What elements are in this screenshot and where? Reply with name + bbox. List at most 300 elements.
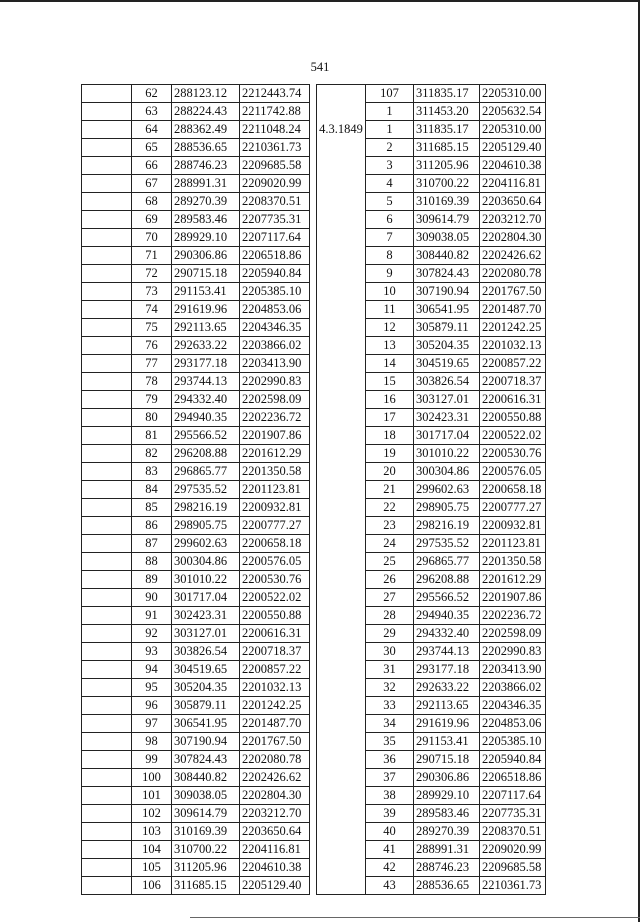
left-point-number: 95 — [132, 679, 172, 697]
table-row — [82, 301, 546, 319]
right-y-coordinate: 2205632.54 — [480, 103, 546, 121]
left-blank-cell — [82, 175, 132, 193]
column-gap — [310, 211, 317, 229]
right-x-coordinate: 305879.11 — [414, 319, 480, 337]
column-gap — [310, 355, 317, 373]
left-y-coordinate: 2200616.31 — [240, 625, 310, 643]
left-y-coordinate: 2201767.50 — [240, 733, 310, 751]
left-point-number: 64 — [132, 121, 172, 139]
column-gap — [310, 247, 317, 265]
right-point-number: 36 — [366, 751, 414, 769]
table-row — [82, 427, 546, 445]
left-blank-cell — [82, 607, 132, 625]
left-blank-cell — [82, 787, 132, 805]
right-date-cell — [317, 553, 366, 571]
right-x-coordinate: 296208.88 — [414, 571, 480, 589]
right-x-coordinate: 298216.19 — [414, 517, 480, 535]
left-y-coordinate: 2200932.81 — [240, 499, 310, 517]
right-point-number: 2 — [366, 139, 414, 157]
right-x-coordinate: 311835.17 — [414, 121, 480, 139]
column-gap — [310, 607, 317, 625]
right-y-coordinate: 2200777.27 — [480, 499, 546, 517]
left-x-coordinate: 299602.63 — [172, 535, 240, 553]
column-gap — [310, 589, 317, 607]
left-y-coordinate: 2202236.72 — [240, 409, 310, 427]
table-row — [82, 607, 546, 625]
left-x-coordinate: 298216.19 — [172, 499, 240, 517]
right-y-coordinate: 2205310.00 — [480, 121, 546, 139]
right-x-coordinate: 300304.86 — [414, 463, 480, 481]
left-y-coordinate: 2206518.86 — [240, 247, 310, 265]
right-y-coordinate: 2201242.25 — [480, 319, 546, 337]
left-point-number: 62 — [132, 85, 172, 103]
left-y-coordinate: 2203212.70 — [240, 805, 310, 823]
right-x-coordinate: 303127.01 — [414, 391, 480, 409]
right-date-cell — [317, 841, 366, 859]
right-y-coordinate: 2205940.84 — [480, 751, 546, 769]
left-point-number: 86 — [132, 517, 172, 535]
left-y-coordinate: 2202804.30 — [240, 787, 310, 805]
column-gap — [310, 427, 317, 445]
left-blank-cell — [82, 769, 132, 787]
right-date-cell — [317, 211, 366, 229]
right-date-cell — [317, 589, 366, 607]
column-gap — [310, 139, 317, 157]
right-point-number: 3 — [366, 157, 414, 175]
right-date-cell — [317, 805, 366, 823]
left-blank-cell — [82, 589, 132, 607]
right-x-coordinate: 307824.43 — [414, 265, 480, 283]
left-blank-cell — [82, 823, 132, 841]
left-blank-cell — [82, 805, 132, 823]
right-point-number: 20 — [366, 463, 414, 481]
right-x-coordinate: 289583.46 — [414, 805, 480, 823]
column-gap — [310, 625, 317, 643]
right-point-number: 11 — [366, 301, 414, 319]
table-row — [82, 373, 546, 391]
right-x-coordinate: 301717.04 — [414, 427, 480, 445]
right-date-cell — [317, 481, 366, 499]
column-gap — [310, 679, 317, 697]
right-point-number: 16 — [366, 391, 414, 409]
left-x-coordinate: 288224.43 — [172, 103, 240, 121]
table-row — [82, 499, 546, 517]
right-y-coordinate: 2207735.31 — [480, 805, 546, 823]
right-x-coordinate: 311835.17 — [414, 85, 480, 103]
left-y-coordinate: 2200576.05 — [240, 553, 310, 571]
table-row — [82, 355, 546, 373]
right-point-number: 34 — [366, 715, 414, 733]
left-blank-cell — [82, 157, 132, 175]
column-gap — [310, 517, 317, 535]
column-gap — [310, 643, 317, 661]
right-date-cell — [317, 571, 366, 589]
left-blank-cell — [82, 319, 132, 337]
right-date-cell — [317, 733, 366, 751]
column-gap — [310, 535, 317, 553]
left-point-number: 77 — [132, 355, 172, 373]
right-point-number: 41 — [366, 841, 414, 859]
left-blank-cell — [82, 229, 132, 247]
right-point-number: 37 — [366, 769, 414, 787]
right-x-coordinate: 288991.31 — [414, 841, 480, 859]
right-date-cell — [317, 877, 366, 895]
right-point-number: 39 — [366, 805, 414, 823]
left-y-coordinate: 2201032.13 — [240, 679, 310, 697]
left-y-coordinate: 2201907.86 — [240, 427, 310, 445]
left-point-number: 89 — [132, 571, 172, 589]
table-row — [82, 841, 546, 859]
table-row — [82, 571, 546, 589]
right-point-number: 1 — [366, 121, 414, 139]
right-y-coordinate: 2205385.10 — [480, 733, 546, 751]
left-blank-cell — [82, 751, 132, 769]
right-y-coordinate: 2203650.64 — [480, 193, 546, 211]
right-date-cell — [317, 517, 366, 535]
right-date-cell — [317, 319, 366, 337]
left-blank-cell — [82, 211, 132, 229]
right-y-coordinate: 2204610.38 — [480, 157, 546, 175]
left-x-coordinate: 294332.40 — [172, 391, 240, 409]
right-point-number: 32 — [366, 679, 414, 697]
left-x-coordinate: 311685.15 — [172, 877, 240, 895]
table-row — [82, 733, 546, 751]
left-blank-cell — [82, 661, 132, 679]
right-point-number: 6 — [366, 211, 414, 229]
left-y-coordinate: 2201487.70 — [240, 715, 310, 733]
right-point-number: 7 — [366, 229, 414, 247]
table-row — [82, 769, 546, 787]
right-y-coordinate: 2200530.76 — [480, 445, 546, 463]
right-x-coordinate: 311453.20 — [414, 103, 480, 121]
right-y-coordinate: 2202080.78 — [480, 265, 546, 283]
left-x-coordinate: 294940.35 — [172, 409, 240, 427]
left-blank-cell — [82, 877, 132, 895]
table-row — [82, 715, 546, 733]
left-point-number: 102 — [132, 805, 172, 823]
right-x-coordinate: 311205.96 — [414, 157, 480, 175]
right-point-number: 27 — [366, 589, 414, 607]
table-row — [82, 193, 546, 211]
left-blank-cell — [82, 121, 132, 139]
right-x-coordinate: 293744.13 — [414, 643, 480, 661]
left-blank-cell — [82, 553, 132, 571]
column-gap — [310, 121, 317, 139]
left-y-coordinate: 2200530.76 — [240, 571, 310, 589]
left-x-coordinate: 288536.65 — [172, 139, 240, 157]
right-x-coordinate: 296865.77 — [414, 553, 480, 571]
left-point-number: 91 — [132, 607, 172, 625]
right-y-coordinate: 2207117.64 — [480, 787, 546, 805]
column-gap — [310, 337, 317, 355]
right-date-cell — [317, 823, 366, 841]
table-row — [82, 139, 546, 157]
page-border-bottom — [190, 917, 640, 918]
right-x-coordinate: 291153.41 — [414, 733, 480, 751]
left-blank-cell — [82, 283, 132, 301]
left-blank-cell — [82, 715, 132, 733]
right-point-number: 40 — [366, 823, 414, 841]
right-date-cell — [317, 535, 366, 553]
column-gap — [310, 661, 317, 679]
left-point-number: 83 — [132, 463, 172, 481]
right-date-cell — [317, 643, 366, 661]
left-point-number: 84 — [132, 481, 172, 499]
right-x-coordinate: 309614.79 — [414, 211, 480, 229]
right-y-coordinate: 2201612.29 — [480, 571, 546, 589]
left-x-coordinate: 292633.22 — [172, 337, 240, 355]
right-date-cell — [317, 85, 366, 103]
right-date-cell — [317, 787, 366, 805]
right-point-number: 1 — [366, 103, 414, 121]
left-point-number: 81 — [132, 427, 172, 445]
table-row — [82, 679, 546, 697]
left-point-number: 69 — [132, 211, 172, 229]
column-gap — [310, 463, 317, 481]
left-point-number: 78 — [132, 373, 172, 391]
left-blank-cell — [82, 463, 132, 481]
right-date-cell — [317, 409, 366, 427]
right-date-cell — [317, 175, 366, 193]
left-y-coordinate: 2201612.29 — [240, 445, 310, 463]
table-row — [82, 85, 546, 103]
left-y-coordinate: 2207117.64 — [240, 229, 310, 247]
left-blank-cell — [82, 625, 132, 643]
left-point-number: 100 — [132, 769, 172, 787]
right-point-number: 30 — [366, 643, 414, 661]
left-point-number: 63 — [132, 103, 172, 121]
left-y-coordinate: 2200777.27 — [240, 517, 310, 535]
right-y-coordinate: 2203212.70 — [480, 211, 546, 229]
table-row — [82, 481, 546, 499]
table-row — [82, 409, 546, 427]
coordinates-table-body — [82, 85, 546, 895]
left-blank-cell — [82, 841, 132, 859]
right-y-coordinate: 2202236.72 — [480, 607, 546, 625]
table-row — [82, 337, 546, 355]
left-x-coordinate: 310700.22 — [172, 841, 240, 859]
left-point-number: 96 — [132, 697, 172, 715]
right-y-coordinate: 2201767.50 — [480, 283, 546, 301]
left-blank-cell — [82, 427, 132, 445]
table-row — [82, 877, 546, 895]
table-row — [82, 319, 546, 337]
right-point-number: 25 — [366, 553, 414, 571]
left-y-coordinate: 2204610.38 — [240, 859, 310, 877]
column-gap — [310, 409, 317, 427]
left-x-coordinate: 288991.31 — [172, 175, 240, 193]
right-point-number: 35 — [366, 733, 414, 751]
right-x-coordinate: 309038.05 — [414, 229, 480, 247]
table-row — [82, 463, 546, 481]
column-gap — [310, 175, 317, 193]
right-point-number: 8 — [366, 247, 414, 265]
left-y-coordinate: 2203413.90 — [240, 355, 310, 373]
left-point-number: 75 — [132, 319, 172, 337]
page-border-top — [0, 0, 640, 2]
left-point-number: 106 — [132, 877, 172, 895]
right-date-cell — [317, 625, 366, 643]
right-date-cell — [317, 751, 366, 769]
left-y-coordinate: 2200718.37 — [240, 643, 310, 661]
left-x-coordinate: 303826.54 — [172, 643, 240, 661]
table-row — [82, 157, 546, 175]
left-point-number: 67 — [132, 175, 172, 193]
table-row — [82, 265, 546, 283]
right-x-coordinate: 305204.35 — [414, 337, 480, 355]
table-row — [82, 211, 546, 229]
table-row — [82, 823, 546, 841]
right-x-coordinate: 289929.10 — [414, 787, 480, 805]
right-date-cell — [317, 697, 366, 715]
right-point-number: 23 — [366, 517, 414, 535]
left-x-coordinate: 302423.31 — [172, 607, 240, 625]
left-x-coordinate: 309614.79 — [172, 805, 240, 823]
left-y-coordinate: 2204116.81 — [240, 841, 310, 859]
left-point-number: 79 — [132, 391, 172, 409]
left-y-coordinate: 2203866.02 — [240, 337, 310, 355]
column-gap — [310, 841, 317, 859]
right-y-coordinate: 2201123.81 — [480, 535, 546, 553]
left-blank-cell — [82, 391, 132, 409]
right-point-number: 5 — [366, 193, 414, 211]
left-x-coordinate: 290306.86 — [172, 247, 240, 265]
right-x-coordinate: 303826.54 — [414, 373, 480, 391]
left-y-coordinate: 2203650.64 — [240, 823, 310, 841]
right-y-coordinate: 2201032.13 — [480, 337, 546, 355]
right-date-cell — [317, 769, 366, 787]
right-x-coordinate: 310700.22 — [414, 175, 480, 193]
column-gap — [310, 733, 317, 751]
table-row — [82, 229, 546, 247]
left-y-coordinate: 2202990.83 — [240, 373, 310, 391]
right-y-coordinate: 2201350.58 — [480, 553, 546, 571]
left-x-coordinate: 310169.39 — [172, 823, 240, 841]
left-x-coordinate: 291153.41 — [172, 283, 240, 301]
right-y-coordinate: 2202804.30 — [480, 229, 546, 247]
column-gap — [310, 751, 317, 769]
left-point-number: 88 — [132, 553, 172, 571]
left-x-coordinate: 289583.46 — [172, 211, 240, 229]
table-row — [82, 697, 546, 715]
column-gap — [310, 445, 317, 463]
right-y-coordinate: 2200522.02 — [480, 427, 546, 445]
right-point-number: 38 — [366, 787, 414, 805]
left-x-coordinate: 293744.13 — [172, 373, 240, 391]
right-y-coordinate: 2209685.58 — [480, 859, 546, 877]
left-blank-cell — [82, 499, 132, 517]
right-date-cell — [317, 715, 366, 733]
left-x-coordinate: 303127.01 — [172, 625, 240, 643]
left-point-number: 76 — [132, 337, 172, 355]
left-point-number: 97 — [132, 715, 172, 733]
left-point-number: 103 — [132, 823, 172, 841]
left-blank-cell — [82, 535, 132, 553]
left-y-coordinate: 2211048.24 — [240, 121, 310, 139]
right-date-cell — [317, 859, 366, 877]
left-x-coordinate: 297535.52 — [172, 481, 240, 499]
column-gap — [310, 553, 317, 571]
right-date-cell — [317, 337, 366, 355]
left-x-coordinate: 308440.82 — [172, 769, 240, 787]
right-x-coordinate: 298905.75 — [414, 499, 480, 517]
left-blank-cell — [82, 679, 132, 697]
right-y-coordinate: 2200550.88 — [480, 409, 546, 427]
left-x-coordinate: 291619.96 — [172, 301, 240, 319]
right-date-cell — [317, 247, 366, 265]
right-x-coordinate: 288746.23 — [414, 859, 480, 877]
left-y-coordinate: 2200658.18 — [240, 535, 310, 553]
left-x-coordinate: 296208.88 — [172, 445, 240, 463]
coordinates-table — [81, 84, 546, 895]
right-x-coordinate: 293177.18 — [414, 661, 480, 679]
left-blank-cell — [82, 859, 132, 877]
right-date-cell — [317, 265, 366, 283]
left-point-number: 68 — [132, 193, 172, 211]
column-gap — [310, 481, 317, 499]
left-y-coordinate: 2204853.06 — [240, 301, 310, 319]
right-point-number: 15 — [366, 373, 414, 391]
right-y-coordinate: 2200718.37 — [480, 373, 546, 391]
right-y-coordinate: 2203413.90 — [480, 661, 546, 679]
left-y-coordinate: 2210361.73 — [240, 139, 310, 157]
right-x-coordinate: 304519.65 — [414, 355, 480, 373]
left-x-coordinate: 307824.43 — [172, 751, 240, 769]
right-x-coordinate: 307190.94 — [414, 283, 480, 301]
right-point-number: 33 — [366, 697, 414, 715]
left-x-coordinate: 288123.12 — [172, 85, 240, 103]
left-x-coordinate: 289270.39 — [172, 193, 240, 211]
column-gap — [310, 283, 317, 301]
right-y-coordinate: 2205310.00 — [480, 85, 546, 103]
left-point-number: 101 — [132, 787, 172, 805]
right-x-coordinate: 288536.65 — [414, 877, 480, 895]
right-date-cell — [317, 355, 366, 373]
right-point-number: 17 — [366, 409, 414, 427]
right-date-cell — [317, 427, 366, 445]
column-gap — [310, 103, 317, 121]
table-row — [82, 175, 546, 193]
column-gap — [310, 373, 317, 391]
right-point-number: 26 — [366, 571, 414, 589]
right-x-coordinate: 292633.22 — [414, 679, 480, 697]
right-point-number: 10 — [366, 283, 414, 301]
column-gap — [310, 697, 317, 715]
right-x-coordinate: 308440.82 — [414, 247, 480, 265]
left-y-coordinate: 2201350.58 — [240, 463, 310, 481]
table-row — [82, 121, 546, 139]
right-date-cell — [317, 661, 366, 679]
right-x-coordinate: 310169.39 — [414, 193, 480, 211]
left-point-number: 99 — [132, 751, 172, 769]
right-point-number: 28 — [366, 607, 414, 625]
left-x-coordinate: 301717.04 — [172, 589, 240, 607]
left-y-coordinate: 2201242.25 — [240, 697, 310, 715]
right-y-coordinate: 2203866.02 — [480, 679, 546, 697]
right-x-coordinate: 306541.95 — [414, 301, 480, 319]
table-row — [82, 535, 546, 553]
column-gap — [310, 805, 317, 823]
left-y-coordinate: 2208370.51 — [240, 193, 310, 211]
right-y-coordinate: 2200576.05 — [480, 463, 546, 481]
left-point-number: 65 — [132, 139, 172, 157]
table-row — [82, 391, 546, 409]
column-gap — [310, 265, 317, 283]
table-row — [82, 283, 546, 301]
table-row — [82, 625, 546, 643]
right-point-number: 4 — [366, 175, 414, 193]
page-number: 541 — [310, 60, 330, 74]
